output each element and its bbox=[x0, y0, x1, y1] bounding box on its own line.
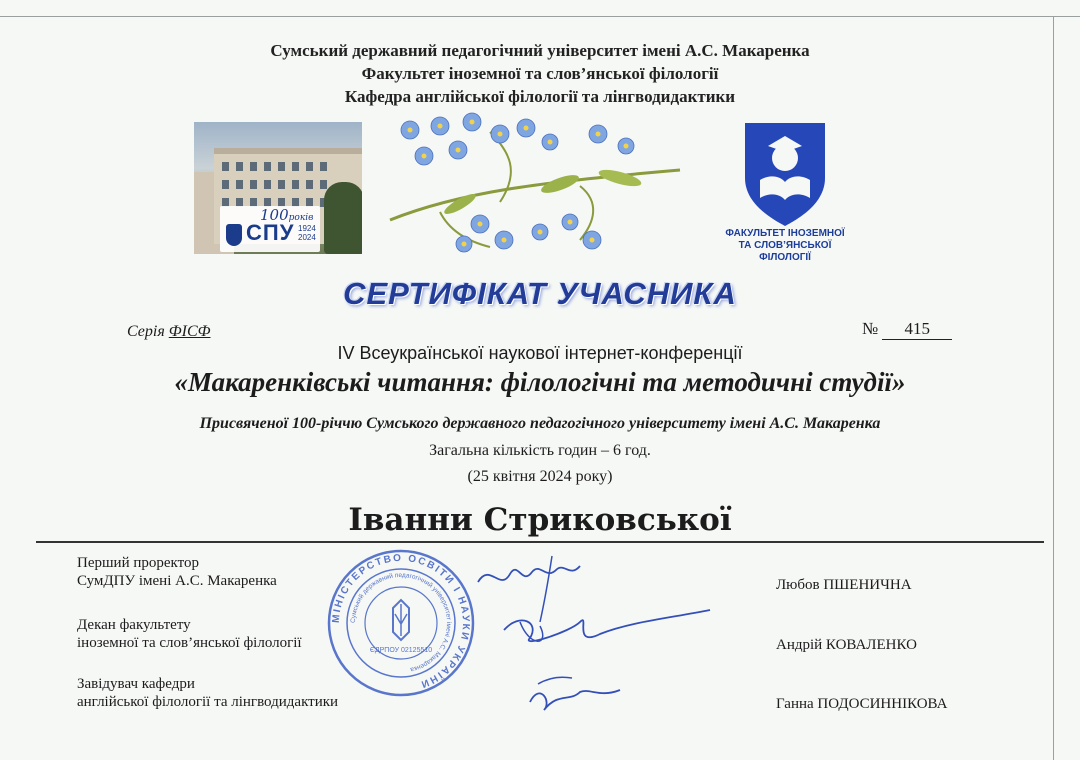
faculty-logo-icon bbox=[730, 118, 840, 228]
conference-name: «Макаренківські читання: філологічні та методичні студії» bbox=[174, 367, 906, 397]
signatory-role-2: Декан факультету іноземної та слов’янської філології bbox=[77, 617, 302, 651]
signatory-role-3: Завідувач кафедри англійської філології та лінгводидактики bbox=[77, 676, 339, 710]
university-crest-icon bbox=[226, 224, 242, 246]
stamp-inner-text: Сумський державний педагогічний університет імені А.С. Макаренка bbox=[349, 571, 453, 674]
signatory-role-1: Перший проректор СумДПУ імені А.С. Макаренка bbox=[77, 555, 277, 589]
stamp-code: ЄДРПОУ 02125510 bbox=[369, 647, 433, 654]
department-name: Кафедра англійської філології та лінгводидактики bbox=[344, 87, 736, 106]
jubilee-badge bbox=[220, 206, 320, 252]
participant-name: Іванни Стриковської bbox=[348, 502, 732, 538]
conference-dedication: Присвяченої 100-річчю Сумського державного педагогічного університету імені А.С. Макаренка bbox=[199, 415, 881, 432]
faculty-logo-caption: ФАКУЛЬТЕТ ІНОЗЕМНОЇ ТА СЛОВ’ЯНСЬКОЇ ФІЛОЛОГІЇ bbox=[725, 228, 845, 263]
badge-year-start: 1924 bbox=[298, 224, 316, 233]
conference-date: (25 квітня 2024 року) bbox=[467, 468, 613, 485]
divider-line bbox=[36, 541, 1044, 543]
handwritten-signatures bbox=[460, 552, 730, 752]
signatory-name-3: Ганна ПОДОСИННІКОВА bbox=[776, 696, 948, 712]
badge-year-end: 2024 bbox=[298, 233, 316, 242]
university-name: Сумський державний педагогічний університет імені А.С. Макаренка bbox=[270, 41, 810, 60]
certificate-number: № 415 bbox=[862, 319, 952, 340]
official-stamp bbox=[326, 548, 476, 698]
badge-abbr: СПУ bbox=[246, 220, 295, 245]
badge-rokiv: років bbox=[288, 213, 314, 223]
stamp-outer-text: МІНІСТЕРСТВО ОСВІТИ І НАУКИ УКРАЇНИ bbox=[330, 552, 472, 690]
certificate-number-value: 415 bbox=[882, 319, 952, 340]
faculty-name: Факультет іноземної та слов’янської філології bbox=[361, 64, 719, 83]
certificate-title: СЕРТИФІКАТ УЧАСНИКА bbox=[343, 276, 737, 311]
top-border-line bbox=[0, 16, 1080, 17]
series-code: ФІСФ bbox=[168, 323, 211, 340]
certificate-series: Серія ФІСФ bbox=[127, 323, 211, 340]
total-hours: Загальна кількість годин – 6 год. bbox=[429, 442, 651, 459]
signatory-name-1: Любов ПШЕНИЧНА bbox=[776, 577, 912, 593]
forget-me-not-flowers-illustration bbox=[380, 112, 700, 262]
badge-hundred: 100 bbox=[260, 206, 289, 224]
tree bbox=[324, 182, 362, 254]
conference-type: IV Всеукраїнської наукової інтернет-конференції bbox=[337, 343, 743, 363]
signatory-name-2: Андрій КОВАЛЕНКО bbox=[776, 637, 917, 653]
university-building-photo bbox=[194, 122, 362, 254]
